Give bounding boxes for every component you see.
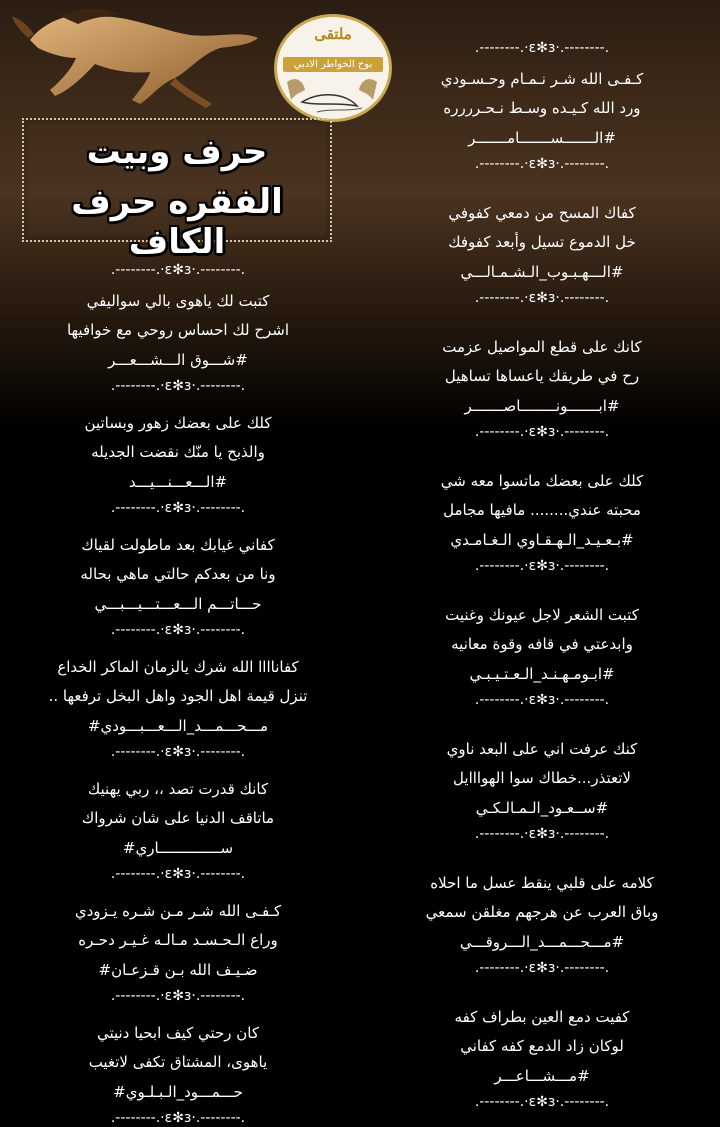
divider: .--------.·ɛ✻ɜ·.--------.	[474, 692, 610, 708]
divider: .--------.·ɛ✻ɜ·.--------.	[110, 262, 246, 278]
poet-signature: مـــحـــمـــد_الـــعـــبـــودي#	[87, 717, 269, 735]
verse-line-2: ياهوى، المشتاق تكفى لاتغيب	[88, 1053, 268, 1071]
verse-line-1: كلك على بعضك ماتسوا معه شي	[440, 472, 644, 490]
divider: .--------.·ɛ✻ɜ·.--------.	[474, 290, 610, 306]
poet-signature: ضـيـف الله بـن قـزعـان#	[98, 961, 258, 979]
verse-line-1: كفاناااا الله شرك يالزمان الماكر الخداع	[57, 658, 299, 676]
logo-subtitle: بوح الخواطر الادبي	[283, 57, 383, 72]
divider: .--------.·ɛ✻ɜ·.--------.	[474, 558, 610, 574]
poet-signature: #ابـومـهـنـد_الـعـتـيـبـي	[469, 665, 615, 683]
divider: .--------.·ɛ✻ɜ·.--------.	[474, 826, 610, 842]
verse-line-1: كتبت لك ياهوى بالي سواليفي	[86, 292, 270, 310]
verse-line-2: رح في طريقك ياعساها تساهيل	[444, 367, 640, 385]
poet-signature: #الـــــــســـــــامـــــــر	[468, 129, 616, 147]
divider: .--------.·ɛ✻ɜ·.--------.	[474, 156, 610, 172]
divider: .--------.·ɛ✻ɜ·.--------.	[110, 500, 246, 516]
verse-line-2: محبته عندي........ مافيها مجامل	[443, 501, 641, 519]
verse-line-2: لاتعتذر...خطاك سوا الهوااايل	[453, 769, 631, 787]
verse-line-2: وراع الـحـسـد مـالـه غـيـر دحـره	[78, 931, 278, 949]
page-subtitle: الفقره حرف الكاف	[71, 182, 283, 262]
poet-signature: ســــــــــــــاري#	[122, 839, 234, 857]
divider: .--------.·ɛ✻ɜ·.--------.	[110, 866, 246, 882]
poet-signature: #شـــوق الـــشـــعـــر	[108, 351, 248, 369]
divider: .--------.·ɛ✻ɜ·.--------.	[110, 622, 246, 638]
verse-line-1: كلك على بعضك زهور وبساتين	[84, 414, 272, 432]
divider: .--------.·ɛ✻ɜ·.--------.	[474, 40, 610, 56]
poet-signature: #الـــعـــنـــيـــد	[128, 473, 228, 491]
verse-line-1: كان رحتي كيف ابحيا دنيتي	[96, 1024, 260, 1042]
verse-line-2: وباق العرب عن هرجهم مغلقن سمعي	[425, 903, 659, 921]
poet-signature: #مـــشـــاعـــر	[494, 1067, 590, 1085]
verse-line-2: والذبح يا منّك نقضت الجديله	[91, 443, 265, 461]
divider: .--------.·ɛ✻ɜ·.--------.	[110, 378, 246, 394]
poet-signature: #بـعـيـد_الـهـقـاوي الـغـامـدي	[450, 531, 634, 549]
verse-line-1: كفاني غيابك بعد ماطولت لقياك	[81, 536, 275, 554]
verse-line-1: كلامه على قلبي ينقط عسل ما احلاه	[430, 874, 654, 892]
verse-line-1: كـفـى الله شـر نـمـام وحـسـودي	[440, 70, 644, 88]
divider: .--------.·ɛ✻ɜ·.--------.	[110, 1110, 246, 1126]
verse-line-2: ورد الله كـيـده وسـط نـحـرررره	[443, 99, 641, 117]
poet-signature: #ابـــــــونــــــــاصـــــــر	[464, 397, 620, 415]
verse-line-1: كانك قدرت تصد ،، ربي يهنيك	[87, 780, 269, 798]
divider: .--------.·ɛ✻ɜ·.--------.	[474, 1094, 610, 1110]
logo-title: ملتقى	[314, 25, 352, 43]
divider: .--------.·ɛ✻ɜ·.--------.	[110, 744, 246, 760]
verse-line-1: كانك على قطع المواصيل عزمت	[442, 338, 642, 356]
verse-line-1: كفاك المسح من دمعي كفوفي	[448, 204, 636, 222]
poet-signature: #مـــحـــمـــد_الـــروقـــي	[459, 933, 625, 951]
verse-line-2: لوكان زاد الدمع كفه كفاني	[460, 1037, 624, 1055]
title-box	[22, 118, 332, 262]
verse-line-2: خل الدموع تسيل وأبعد كفوفك	[448, 233, 636, 251]
divider: .--------.·ɛ✻ɜ·.--------.	[110, 988, 246, 1004]
divider: .--------.·ɛ✻ɜ·.--------.	[474, 960, 610, 976]
verse-line-2: وابدعتي في قافه وقوة معانيه	[451, 635, 633, 653]
bird-icon	[277, 72, 387, 122]
verse-line-2: تنزل قيمة اهل الجود واهل البخل ترفعها ..	[48, 687, 308, 705]
verse-line-1: كفيت دمع العين بطراف كفه	[454, 1008, 630, 1026]
horse-image	[0, 0, 270, 110]
divider: .--------.·ɛ✻ɜ·.--------.	[474, 424, 610, 440]
poet-signature: حـــاتـــم الـــعـــتـــيـــبـــي	[94, 595, 262, 613]
verse-line-2: اشرح لك احساس روحي مع خوافيها	[66, 321, 290, 339]
poet-signature: #الـــهـبـوب_الـشـمـالـــي	[460, 263, 624, 281]
verse-line-2: ونا من بعدكم حالتي ماهي بحاله	[80, 565, 276, 583]
poet-signature: #ســعـود_الـمـالـكـي	[475, 799, 609, 817]
poet-signature: حـــمـــود_الـبـلـوي#	[113, 1083, 243, 1101]
page-title: حرف وبيت	[86, 132, 268, 172]
verse-line-1: كتبت الشعر لاجل عيونك وغنيت	[445, 606, 639, 624]
verse-line-1: كنك عرفت اني على البعد ناوي	[446, 740, 638, 758]
verse-line-1: كـفـى الله شـر مـن شـره يـزودي	[74, 902, 282, 920]
verse-line-2: ماتاقف الدنيا على شان شرواك	[81, 809, 275, 827]
